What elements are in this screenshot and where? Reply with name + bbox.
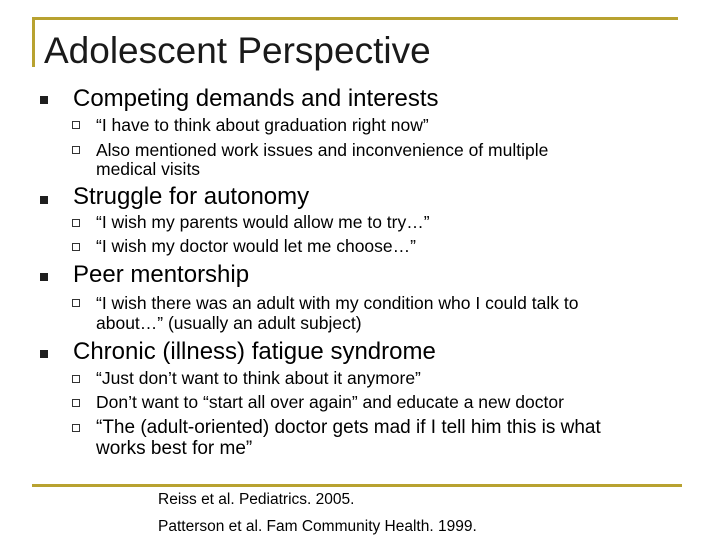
- hollow-square-bullet-icon: [72, 121, 80, 129]
- sub-item-line: Also mentioned work issues and inconvenience of multiple: [96, 140, 549, 160]
- sub-item-line: “I wish there was an adult with my condition who I could talk to: [96, 293, 579, 313]
- reference: Patterson et al. Fam Community Health. 1999.: [158, 518, 477, 535]
- square-bullet-icon: [40, 96, 48, 104]
- hollow-square-bullet-icon: [72, 399, 80, 407]
- hollow-square-bullet-icon: [72, 146, 80, 154]
- section-heading: Struggle for autonomy: [73, 183, 310, 210]
- section-heading: Peer mentorship: [73, 261, 250, 288]
- sub-item: “I wish my parents would allow me to try…”: [96, 212, 430, 232]
- footer-rule: [32, 484, 682, 487]
- sub-item: “Just don’t want to think about it anymore”: [96, 368, 421, 388]
- slide-title: Adolescent Perspective: [44, 30, 431, 71]
- sub-item: “I wish my doctor would let me choose…”: [96, 236, 416, 256]
- sub-item-line: medical visits: [96, 159, 201, 179]
- hollow-square-bullet-icon: [72, 375, 80, 383]
- hollow-square-bullet-icon: [72, 424, 80, 432]
- sub-item: Don’t want to “start all over again” and educate a new doctor: [96, 392, 564, 412]
- sub-item-line: about…” (usually an adult subject): [96, 313, 362, 333]
- title-rule-left: [32, 17, 35, 67]
- sub-item-line: works best for me”: [96, 438, 253, 459]
- square-bullet-icon: [40, 350, 48, 358]
- section-heading: Chronic (illness) fatigue syndrome: [73, 338, 436, 365]
- reference: Reiss et al. Pediatrics. 2005.: [158, 491, 355, 508]
- hollow-square-bullet-icon: [72, 219, 80, 227]
- section-heading: Competing demands and interests: [73, 85, 439, 112]
- square-bullet-icon: [40, 273, 48, 281]
- title-rule-top: [32, 17, 678, 20]
- hollow-square-bullet-icon: [72, 243, 80, 251]
- sub-item-line: “The (adult-oriented) doctor gets mad if I tell him this is what: [96, 417, 601, 438]
- square-bullet-icon: [40, 196, 48, 204]
- sub-item: “I have to think about graduation right now”: [96, 115, 429, 135]
- hollow-square-bullet-icon: [72, 299, 80, 307]
